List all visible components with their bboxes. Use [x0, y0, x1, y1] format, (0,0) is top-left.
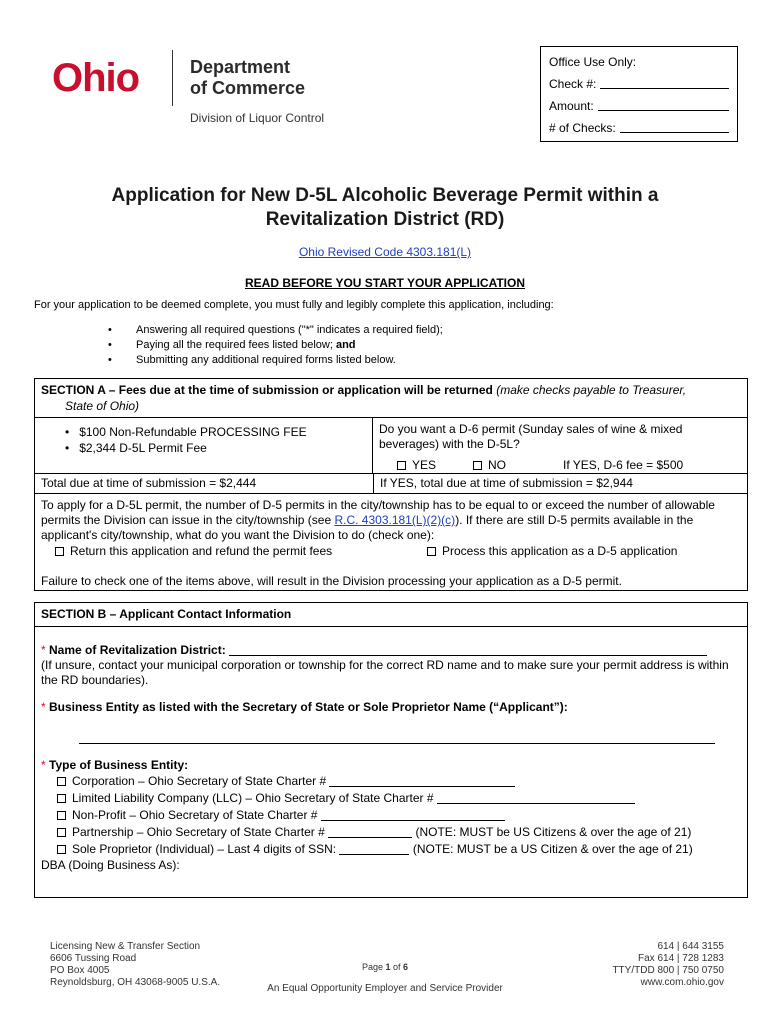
- return-application-checkbox[interactable]: Return this application and refund the permit fees: [41, 544, 427, 559]
- equal-opportunity-text: An Equal Opportunity Employer and Service Provider: [267, 983, 503, 994]
- list-item: • Answering all required questions ("*" indicates a required field);: [108, 324, 443, 336]
- office-use-box: [540, 46, 738, 142]
- entity-type-label: * Type of Business Entity:: [41, 758, 189, 772]
- nonprofit-checkbox[interactable]: Non-Profit – Ohio Secretary of State Charter #: [57, 807, 741, 824]
- process-d5-checkbox[interactable]: Process this application as a D-5 application: [427, 544, 677, 559]
- logo-divider: [172, 50, 173, 106]
- corporation-checkbox[interactable]: Corporation – Ohio Secretary of State Charter #: [57, 773, 741, 790]
- department-name: Department of Commerce: [190, 57, 306, 98]
- failure-note: Failure to check one of the items above, will result in the Division processing your application as a D-5 permit.: [41, 574, 622, 588]
- total-due-text: Total due at time of submission = $2,444: [35, 474, 373, 494]
- ohio-logo: Ohio: [52, 56, 140, 100]
- dba-field[interactable]: DBA (Doing Business As):: [41, 858, 180, 872]
- llc-checkbox[interactable]: Limited Liability Company (LLC) – Ohio Secretary of State Charter #: [57, 790, 741, 807]
- d6-yes-checkbox[interactable]: YES: [397, 458, 436, 472]
- num-checks-field[interactable]: # of Checks:: [549, 117, 729, 139]
- office-use-title: Office Use Only:: [549, 55, 637, 69]
- requirements-list: [108, 323, 443, 368]
- section-b-heading: SECTION B – Applicant Contact Information: [35, 603, 747, 627]
- section-b-fields: [35, 627, 747, 873]
- section-a-instructions: To apply for a D-5L permit, the number of D-5 permits in the city/township has to be equal to or exceed the number of allowable permits the Division can issue in the city/township (see R.C. 4303.181(L)(2)(c)). If there are still D-5 permits available in the applicant's city/township, what do you want the Division to do (check one): Return this application and refund the permit fees Process this application as a D-5 application Failure to check one of the items above, will result in the Division processing your application as a D-5 permit.: [35, 494, 747, 593]
- fee-list: [35, 418, 373, 474]
- rd-name-field[interactable]: * Name of Revitalization District:: [41, 643, 741, 658]
- footer-address: Licensing New & Transfer Section 6606 Tussing Road PO Box 4005 Reynoldsburg, OH 43068-9005 U.S.A.: [50, 941, 221, 988]
- d6-no-checkbox[interactable]: NO: [473, 458, 506, 472]
- section-b: [34, 602, 748, 898]
- section-a-heading: SECTION A – Fees due at the time of submission or application will be returned (make checks payable to Treasurer, State of Ohio): [35, 379, 747, 418]
- read-before-heading: READ BEFORE YOU START YOUR APPLICATION: [244, 276, 526, 290]
- page-number: Page 1 of 6: [361, 962, 409, 972]
- intro-text: For your application to be deemed complete, you must fully and legibly complete this application, including:: [34, 299, 554, 311]
- list-item: • Submitting any additional required forms listed below.: [108, 354, 396, 366]
- total-due-with-d6: If YES, total due at time of submission = $2,944: [373, 474, 747, 494]
- check-number-field[interactable]: Check #:: [549, 73, 729, 95]
- sole-proprietor-checkbox[interactable]: Sole Proprietor (Individual) – Last 4 digits of SSN: (NOTE: MUST be a US Citizen & over the age of 21): [57, 841, 741, 858]
- page-title: Application for New D-5L Alcoholic Beverage Permit within a Revitalization District (RD): [111, 185, 659, 230]
- business-entity-input[interactable]: [79, 731, 741, 746]
- rd-note: (If unsure, contact your municipal corporation or township for the correct RD name and to make sure your permit address is within the RD boundaries).: [41, 658, 729, 687]
- business-entity-label: * Business Entity as listed with the Secretary of State or Sole Proprietor Name (“Applicant”):: [41, 700, 568, 714]
- footer-contact: 614 | 644 3155 Fax 614 | 728 1283 TTY/TDD 800 | 750 0750 www.com.ohio.gov: [612, 941, 724, 988]
- rc-link[interactable]: R.C. 4303.181(L)(2)(c): [334, 513, 456, 527]
- list-item: • Paying all the required fees listed below; and: [108, 339, 356, 351]
- d6-permit-option: Do you want a D-6 permit (Sunday sales of wine & mixed beverages) with the D-5L? YES NO If YES, D-6 fee = $500: [373, 418, 747, 474]
- division-name: Division of Liquor Control: [190, 111, 325, 125]
- revised-code-link[interactable]: Ohio Revised Code 4303.181(L): [298, 245, 472, 259]
- list-item: • $100 Non-Refundable PROCESSING FEE: [65, 425, 307, 439]
- section-a: [34, 378, 748, 591]
- d6-fee-text: If YES, D-6 fee = $500: [563, 458, 684, 472]
- amount-field[interactable]: Amount:: [549, 95, 729, 117]
- partnership-checkbox[interactable]: Partnership – Ohio Secretary of State Charter # (NOTE: MUST be US Citizens & over the age of 21): [57, 824, 741, 841]
- list-item: • $2,344 D-5L Permit Fee: [65, 441, 207, 455]
